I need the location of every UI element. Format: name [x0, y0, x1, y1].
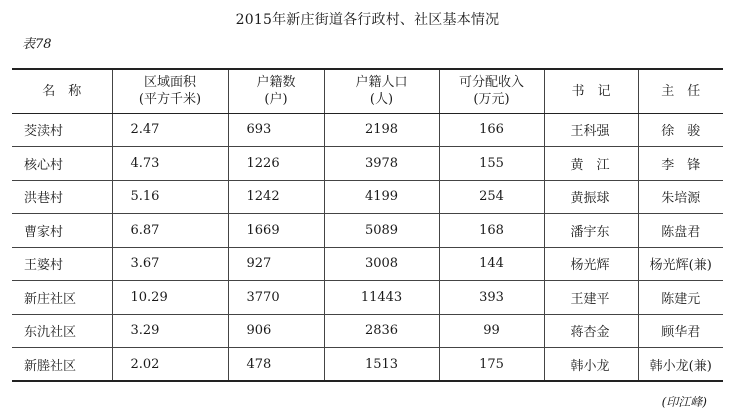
table-row: [12, 247, 723, 281]
cell-area: 4.73: [112, 147, 228, 181]
cell-area: 2.47: [112, 113, 228, 147]
cell-income: 155: [439, 147, 544, 181]
cell-name: 洪巷村: [12, 180, 112, 214]
cell-households: 927: [228, 247, 324, 281]
header-director: 主 任: [638, 69, 723, 113]
cell-income: 175: [439, 348, 544, 382]
cell-secretary: 黄振球: [544, 180, 638, 214]
cell-households: 693: [228, 113, 324, 147]
cell-secretary: 王科强: [544, 113, 638, 147]
cell-director: 顾华君: [638, 314, 723, 348]
cell-households: 906: [228, 314, 324, 348]
cell-secretary: 王建平: [544, 281, 638, 315]
cell-name: 核心村: [12, 147, 112, 181]
cell-population: 3008: [324, 247, 439, 281]
table-row: [12, 147, 723, 181]
table-label: 表78: [22, 37, 52, 52]
cell-area: 10.29: [112, 281, 228, 315]
cell-income: 254: [439, 180, 544, 214]
cell-population: 4199: [324, 180, 439, 214]
cell-name: 茭渎村: [12, 113, 112, 147]
cell-director: 李 锋: [638, 147, 723, 181]
cell-households: 1226: [228, 147, 324, 181]
cell-name: 新庄社区: [12, 281, 112, 315]
header-population: 户籍人口 (人): [324, 69, 439, 113]
cell-area: 3.29: [112, 314, 228, 348]
cell-director: 徐 骏: [638, 113, 723, 147]
village-info-table: [12, 68, 723, 382]
table-row: [12, 113, 723, 147]
cell-population: 2198: [324, 113, 439, 147]
table-row: [12, 281, 723, 315]
cell-name: 曹家村: [12, 214, 112, 248]
cell-income: 393: [439, 281, 544, 315]
cell-population: 5089: [324, 214, 439, 248]
cell-households: 478: [228, 348, 324, 382]
cell-area: 6.87: [112, 214, 228, 248]
cell-households: 3770: [228, 281, 324, 315]
cell-secretary: 杨光辉: [544, 247, 638, 281]
cell-area: 2.02: [112, 348, 228, 382]
cell-households: 1669: [228, 214, 324, 248]
cell-director: 陈建元: [638, 281, 723, 315]
cell-director: 韩小龙(兼): [638, 348, 723, 382]
cell-secretary: 韩小龙: [544, 348, 638, 382]
cell-secretary: 蒋杏金: [544, 314, 638, 348]
cell-population: 11443: [324, 281, 439, 315]
cell-income: 168: [439, 214, 544, 248]
cell-population: 1513: [324, 348, 439, 382]
author-credit: (印江峰): [661, 395, 707, 409]
table-row: [12, 180, 723, 214]
header-area: 区域面积 (平方千米): [112, 69, 228, 113]
table-header-row: [12, 69, 723, 113]
header-income: 可分配收入 (万元): [439, 69, 544, 113]
cell-income: 144: [439, 247, 544, 281]
table-row: [12, 348, 723, 382]
cell-director: 杨光辉(兼): [638, 247, 723, 281]
cell-secretary: 黄 江: [544, 147, 638, 181]
header-name: 名 称: [12, 69, 112, 113]
table-row: [12, 214, 723, 248]
cell-households: 1242: [228, 180, 324, 214]
header-secretary: 书 记: [544, 69, 638, 113]
cell-director: 朱培源: [638, 180, 723, 214]
header-households: 户籍数 (户): [228, 69, 324, 113]
document-title: 2015年新庄街道各行政村、社区基本情况: [235, 12, 500, 28]
cell-population: 2836: [324, 314, 439, 348]
cell-population: 3978: [324, 147, 439, 181]
cell-income: 166: [439, 113, 544, 147]
cell-name: 东氿社区: [12, 314, 112, 348]
cell-area: 5.16: [112, 180, 228, 214]
cell-income: 99: [439, 314, 544, 348]
table-row: [12, 314, 723, 348]
cell-director: 陈盘君: [638, 214, 723, 248]
cell-area: 3.67: [112, 247, 228, 281]
cell-secretary: 潘宇东: [544, 214, 638, 248]
cell-name: 王婆村: [12, 247, 112, 281]
cell-name: 新塍社区: [12, 348, 112, 382]
